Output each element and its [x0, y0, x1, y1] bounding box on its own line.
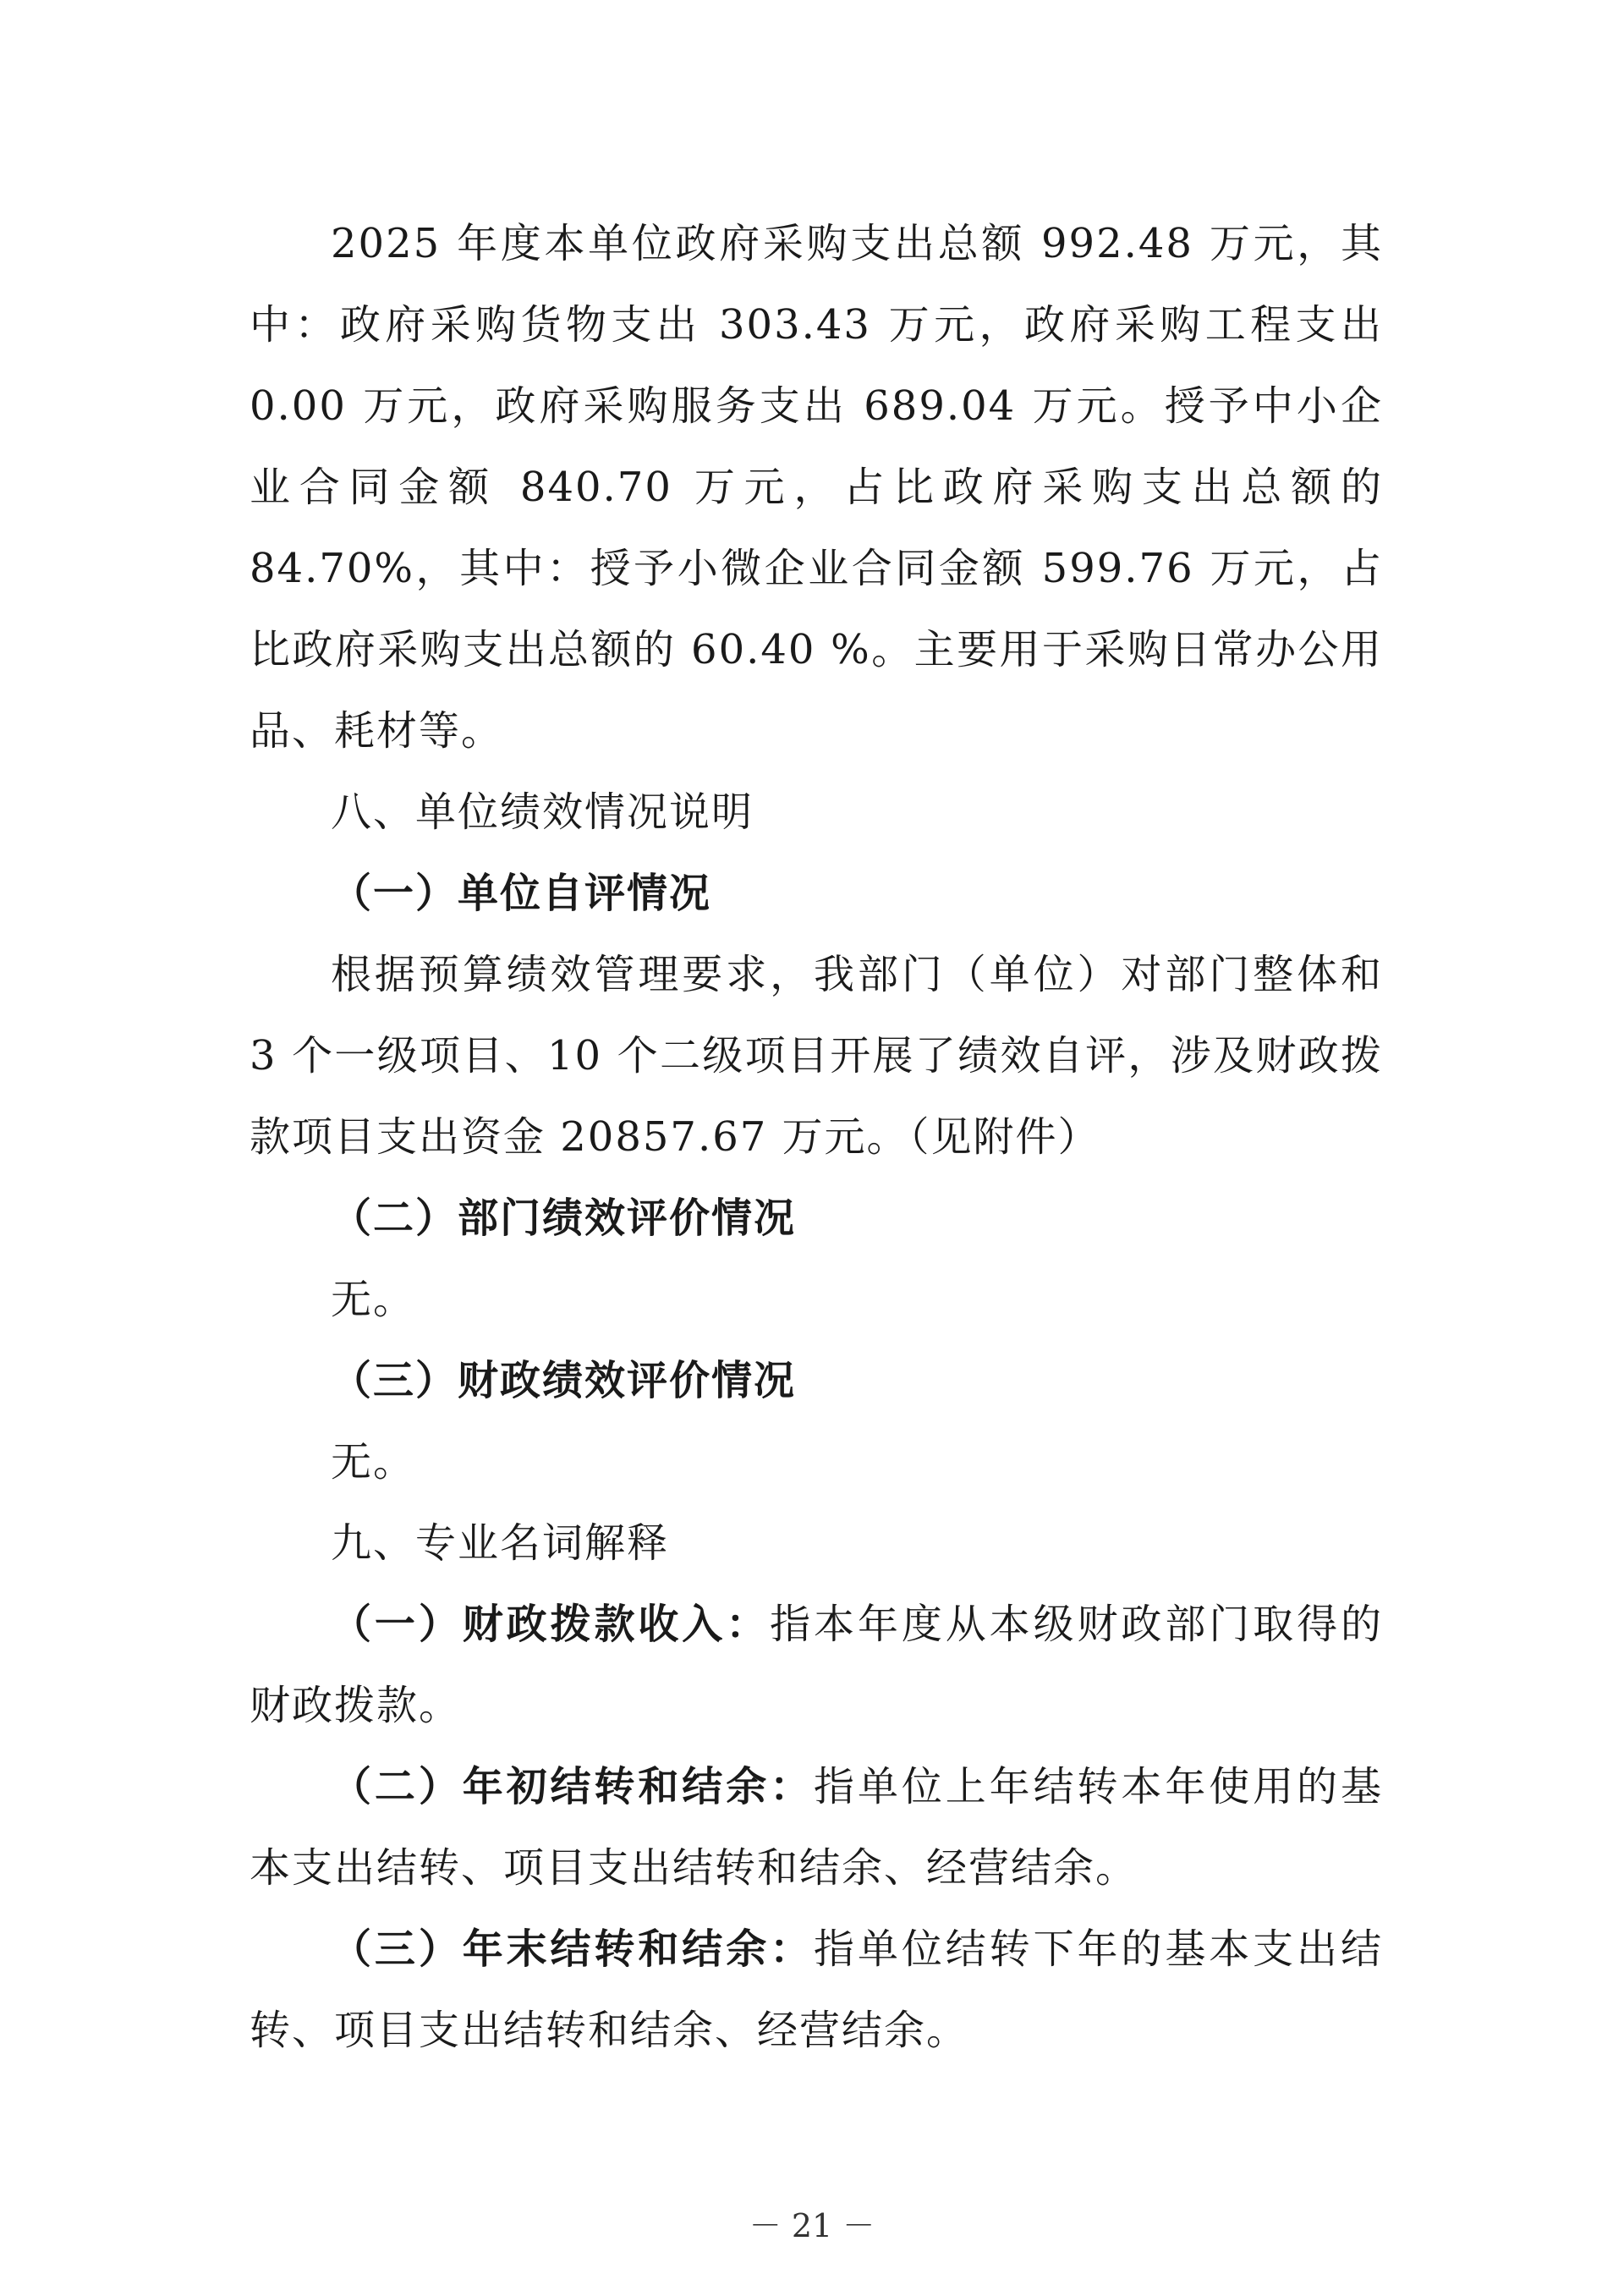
- definition-1: 指本年度从本级财政部门取得的财政拨款。: [250, 1601, 1383, 1729]
- section-8-3-paragraph: 无。: [331, 1438, 416, 1486]
- section-8-2-heading: （二）部门绩效评价情况: [331, 1195, 797, 1242]
- term-definition-1: [250, 1584, 1383, 1746]
- document-body: [250, 203, 1383, 2071]
- definition-2: 指单位上年结转本年使用的基本支出结转、项目支出结转和结余、经营结余。: [250, 1763, 1383, 1892]
- term-definition-3: [250, 1909, 1383, 2071]
- section-8-1-paragraph: 根据预算绩效管理要求，我部门（单位）对部门整体和 3 个一级项目、10 个二级项目开展了绩效自评，涉及财政拨款项目支出资金 20857.67 万元。（见附件）: [250, 951, 1383, 1161]
- procurement-paragraph: 2025 年度本单位政府采购支出总额 992.48 万元，其中：政府采购货物支出 303.43 万元，政府采购工程支出 0.00 万元，政府采购服务支出 689.04 万元。授予中小企业合同金额 840.70 万元，占比政府采购支出总额的 84.70%，其中：授予小微企业合同金额 599.76 万元，占比政府采购支出总额的 60.40 %。主要用于采购日常办公用品、耗材等。: [250, 220, 1383, 755]
- page-number: － 21 －: [749, 2207, 875, 2244]
- section-8-heading: 八、单位绩效情况说明: [331, 788, 754, 836]
- section-8-3-heading: （三）财政绩效评价情况: [331, 1357, 797, 1404]
- term-1: （一）财政拨款收入：: [331, 1601, 771, 1648]
- section-9-heading: 九、专业名词解释: [331, 1519, 670, 1567]
- term-3: （三）年末结转和结余：: [331, 1925, 815, 1973]
- definition-3: 指单位结转下年的基本支出结转、项目支出结转和结余、经营结余。: [250, 1925, 1383, 2054]
- section-8-2-paragraph: 无。: [331, 1276, 416, 1323]
- term-2: （二）年初结转和结余：: [331, 1763, 815, 1810]
- section-8-1-heading: （一）单位自评情况: [331, 870, 712, 917]
- term-definition-2: [250, 1746, 1383, 1909]
